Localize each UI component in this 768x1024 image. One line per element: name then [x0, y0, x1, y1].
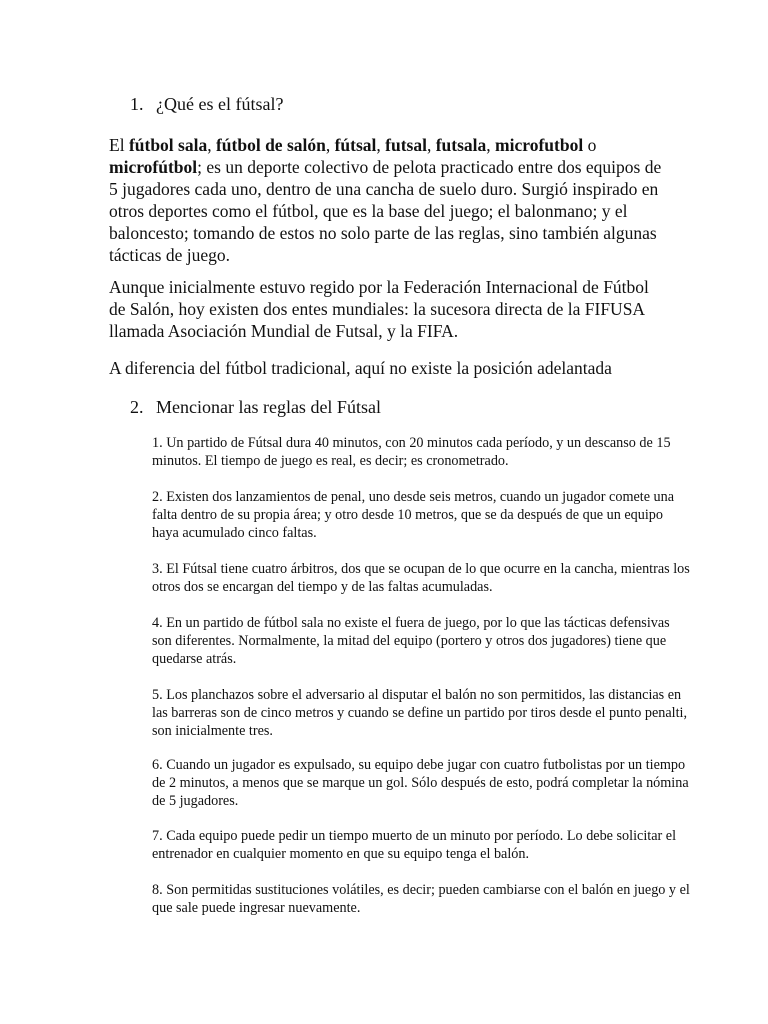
term-futsal-accent: fútsal	[334, 135, 377, 155]
section-title: Mencionar las reglas del Fútsal	[156, 397, 381, 417]
paragraph-body: ; es un deporte colectivo de pelota practicado entre dos equipos de 5 jugadores cada uno, dentro de una cancha de suelo duro. Surgió inspirado en otros deportes como el fútbol, que es la base del juego; el balonmano; y el baloncesto; tomando de estos no solo parte de las reglas, sino también algunas tácticas de juego.	[109, 157, 662, 265]
rule-item-3: 3. El Fútsal tiene cuatro árbitros, dos que se ocupan de lo que ocurre en la cancha, mientras los otros dos se encargan del tiempo y de las faltas acumuladas.	[152, 561, 690, 595]
section-heading-rules	[130, 396, 381, 418]
separator: ,	[376, 135, 386, 155]
separator: ,	[325, 135, 335, 155]
paragraph-lead: El	[109, 135, 125, 155]
separator: o	[583, 135, 597, 155]
separator: ,	[207, 135, 216, 155]
rule-item-1: 1. Un partido de Fútsal dura 40 minutos, con 20 minutos cada período, y un descanso de 15 minutos. El tiempo de juego es real, es decir; es cronometrado.	[152, 435, 671, 469]
separator: ,	[486, 135, 496, 155]
rule-item-5: 5. Los planchazos sobre el adversario al disputar el balón no son permitidos, las distancias en las barreras son de cinco metros y cuando se define un partido por tiros desde el punto penalti, son inicialmente tres.	[152, 687, 688, 739]
term-futsala: futsala	[435, 135, 487, 155]
rule-item-4: 4. En un partido de fútbol sala no existe el fuera de juego, por lo que las tácticas defensivas son diferentes. Normalmente, la mitad del equipo (portero y otros dos jugadores) tiene que quedarse atrás.	[152, 615, 670, 667]
term-futbol-sala: fútbol sala	[128, 135, 208, 155]
rule-item-6: 6. Cuando un jugador es expulsado, su equipo debe jugar con cuatro futbolistas por un tiempo de 2 minutos, a menos que se marque un gol. Sólo después de esto, podrá completar la nómina de 5 jugadores.	[152, 757, 689, 809]
section-title: ¿Qué es el fútsal?	[156, 94, 284, 114]
section-number: 1.	[130, 94, 144, 114]
term-futsal: futsal	[385, 135, 427, 155]
rule-item-8: 8. Son permitidas sustituciones volátiles, es decir; pueden cambiarse con el balón en juego y el que sale puede ingresar nuevamente.	[152, 882, 690, 916]
paragraph-definition	[109, 134, 669, 266]
section-number: 2.	[130, 397, 144, 417]
rule-item-7: 7. Cada equipo puede pedir un tiempo muerto de un minuto por período. Lo debe solicitar el entrenador en cualquier momento en que su equipo tenga el balón.	[152, 828, 677, 862]
term-microfutbol: microfutbol	[495, 135, 584, 155]
rule-item-2: 2. Existen dos lanzamientos de penal, uno desde seis metros, cuando un jugador comete una falta dentro de su propia área; y otro desde 10 metros, que se da después de que un equipo haya acumulado cinco faltas.	[152, 489, 675, 541]
paragraph-offside: A diferencia del fútbol tradicional, aquí no existe la posición adelantada	[109, 358, 612, 378]
paragraph-history: Aunque inicialmente estuvo regido por la Federación Internacional de Fútbol de Salón, hoy existen dos entes mundiales: la sucesora directa de la FIFUSA llamada Asociación Mundial de Futsal, y la FIFA.	[109, 277, 649, 341]
term-microfutbol-accent: microfútbol	[109, 157, 198, 177]
section-heading-what-is-futsal	[130, 93, 283, 115]
separator: ,	[426, 135, 436, 155]
term-futbol-de-salon: fútbol de salón	[215, 135, 326, 155]
